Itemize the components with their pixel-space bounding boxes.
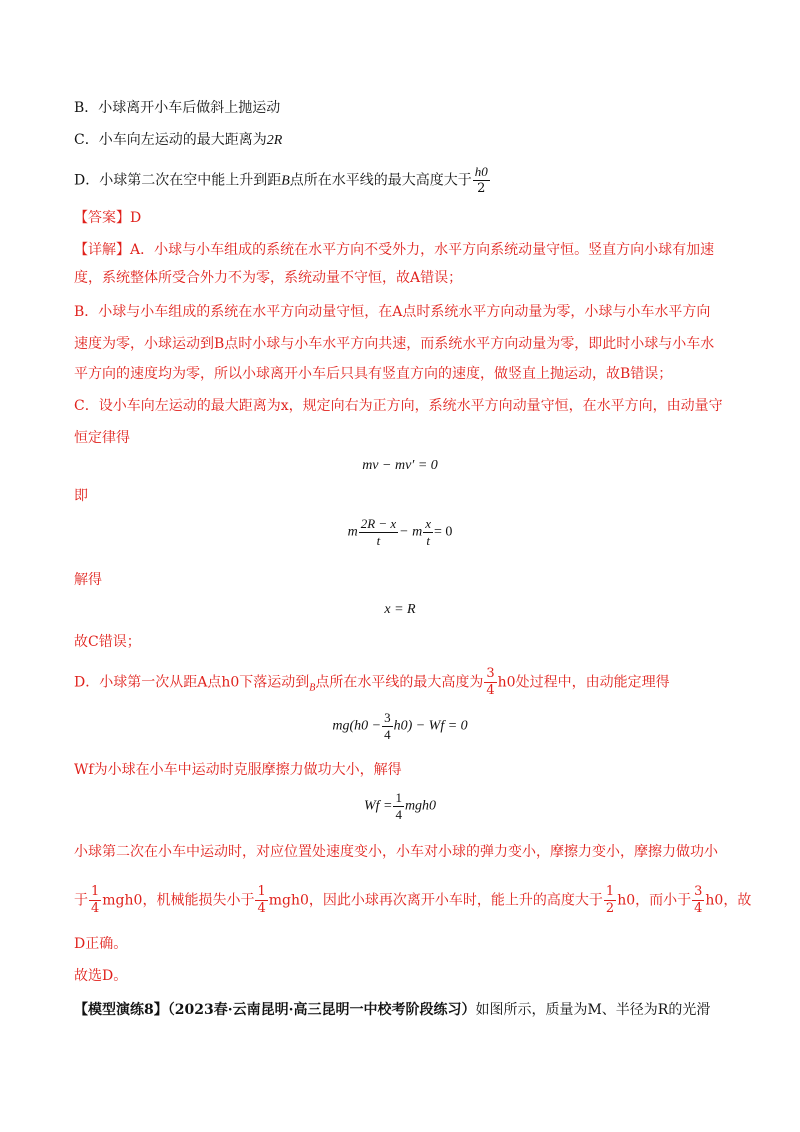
equation-result	[0, 600, 800, 620]
eq1-text: mv − mv′ = 0	[362, 458, 438, 473]
detail-c-2: 恒定律得	[74, 430, 130, 446]
ji-label: 即	[74, 488, 88, 504]
final-answer: 故选D。	[74, 968, 128, 984]
frac-num: h0	[474, 164, 488, 179]
detail-d-2: Wf为小球在小车中运动时克服摩擦力做功大小，解得	[74, 762, 402, 778]
frac-num: 1	[257, 884, 266, 899]
next-question	[74, 1000, 710, 1020]
d4c: mgh0，因此小球再次离开小车时，能上升的高度大于	[268, 892, 603, 909]
eq2-post: = 0	[434, 524, 453, 540]
frac-num: 3	[384, 710, 391, 725]
d4e: h0，故	[705, 892, 752, 909]
frac-den: t	[426, 533, 430, 548]
frac-num: x	[425, 516, 432, 531]
detail-d-1	[74, 666, 670, 699]
frac-num: 1	[605, 884, 615, 899]
detail-a-1: 【详解】A．小球与小车组成的系统在水平方向不受外力，水平方向系统动量守恒。竖直方向小球有加速	[74, 242, 715, 258]
eq2-frac-1	[359, 516, 398, 549]
d4d: h0，而小于	[617, 892, 692, 909]
jiede-label: 解得	[74, 572, 102, 588]
frac-den: 2	[477, 181, 486, 196]
d4b: mgh0，机械能损失小于	[102, 892, 255, 909]
detail-b-2: 速度为零，小球运动到B点时小球与小车水平方向共速，而系统水平方向动量为零，即此时小球与小车水	[74, 336, 715, 352]
frac-num: 3	[486, 666, 495, 681]
eq4-post: h0) − Wf = 0	[393, 718, 468, 734]
frac-den: 4	[257, 901, 266, 916]
eq5-pre: Wf =	[363, 798, 393, 814]
frac-num: 1	[395, 790, 402, 805]
eq5-frac	[393, 790, 404, 823]
frac-den: 2	[605, 901, 615, 916]
eq4-pre: mg(h0 −	[332, 718, 382, 734]
detail-c-3: 故C错误；	[74, 634, 141, 650]
d4-frac-3	[604, 884, 616, 917]
eq2-pre: m	[347, 524, 358, 540]
next-source: （2023春·云南昆明·高三昆明一中校考阶段练习）	[167, 1002, 476, 1018]
d1d: h0处过程中，由动能定理得	[497, 674, 670, 691]
frac-num: 3	[694, 884, 703, 899]
d1b: B	[309, 682, 316, 694]
frac-den: 4	[384, 727, 391, 742]
equation-energy	[0, 710, 800, 743]
d4a: 于	[74, 892, 88, 909]
eq3-text: x = R	[384, 602, 416, 617]
frac-num: 2R − x	[360, 516, 397, 531]
option-b: B．小球离开小车后做斜上抛运动	[74, 100, 281, 116]
option-d-var: B	[281, 173, 290, 189]
answer: 【答案】D	[74, 210, 142, 226]
frac-num: 1	[91, 884, 100, 899]
frac-den: 4	[486, 683, 495, 698]
detail-d-4	[74, 884, 751, 917]
frac-den: 4	[694, 901, 703, 916]
d1a: D．小球第一次从距A点h0下落运动到	[74, 674, 310, 691]
frac-den: 4	[395, 807, 402, 822]
equation-displacement	[0, 516, 800, 549]
detail-d-3: 小球第二次在小车中运动时，对应位置处速度变小，小车对小球的弹力变小，摩擦力变小，摩擦力做功小	[74, 844, 718, 860]
frac-den: t	[376, 533, 381, 548]
frac-den: 4	[91, 901, 100, 916]
equation-momentum	[0, 456, 800, 476]
option-d-mid: 点所在水平线的最大高度大于	[289, 172, 472, 189]
d1c: 点所在水平线的最大高度为	[315, 674, 484, 691]
detail-d-5: D正确。	[74, 936, 128, 952]
detail-c-1: C．设小车向左运动的最大距离为x，规定向右为正方向，系统水平方向动量守恒，在水平方向，由动量守	[74, 398, 723, 414]
option-d	[74, 164, 491, 197]
option-c	[74, 130, 282, 151]
option-c-text: C．小车向左运动的最大距离为	[74, 132, 267, 148]
detail-b-3: 平方向的速度均为零，所以小球离开小车后只具有竖直方向的速度，做竖直上抛运动，故B错误；	[74, 366, 673, 382]
eq5-post: mgh0	[404, 798, 437, 814]
option-d-prefix: D．小球第二次在空中能上升到距	[74, 172, 282, 189]
detail-b-1: B．小球与小车组成的系统在水平方向动量守恒，在A点时系统水平方向动量为零，小球与小车水平方向	[74, 304, 711, 320]
option-c-math: 2R	[266, 133, 283, 148]
next-label: 【模型演练8】	[74, 1002, 168, 1018]
d4-frac-4	[692, 884, 704, 917]
d1-frac	[484, 666, 496, 699]
eq2-frac-2	[423, 516, 433, 549]
eq2-mid: − m	[399, 524, 423, 540]
detail-a-2: 度，系统整体所受合外力不为零，系统动量不守恒，故A错误；	[74, 270, 463, 286]
d4-frac-1	[89, 884, 101, 917]
d4-frac-2	[255, 884, 267, 917]
eq4-frac	[382, 710, 393, 743]
option-d-fraction	[473, 164, 490, 197]
equation-work	[0, 790, 800, 823]
next-text: 如图所示，质量为M、半径为R的光滑	[475, 1002, 711, 1018]
